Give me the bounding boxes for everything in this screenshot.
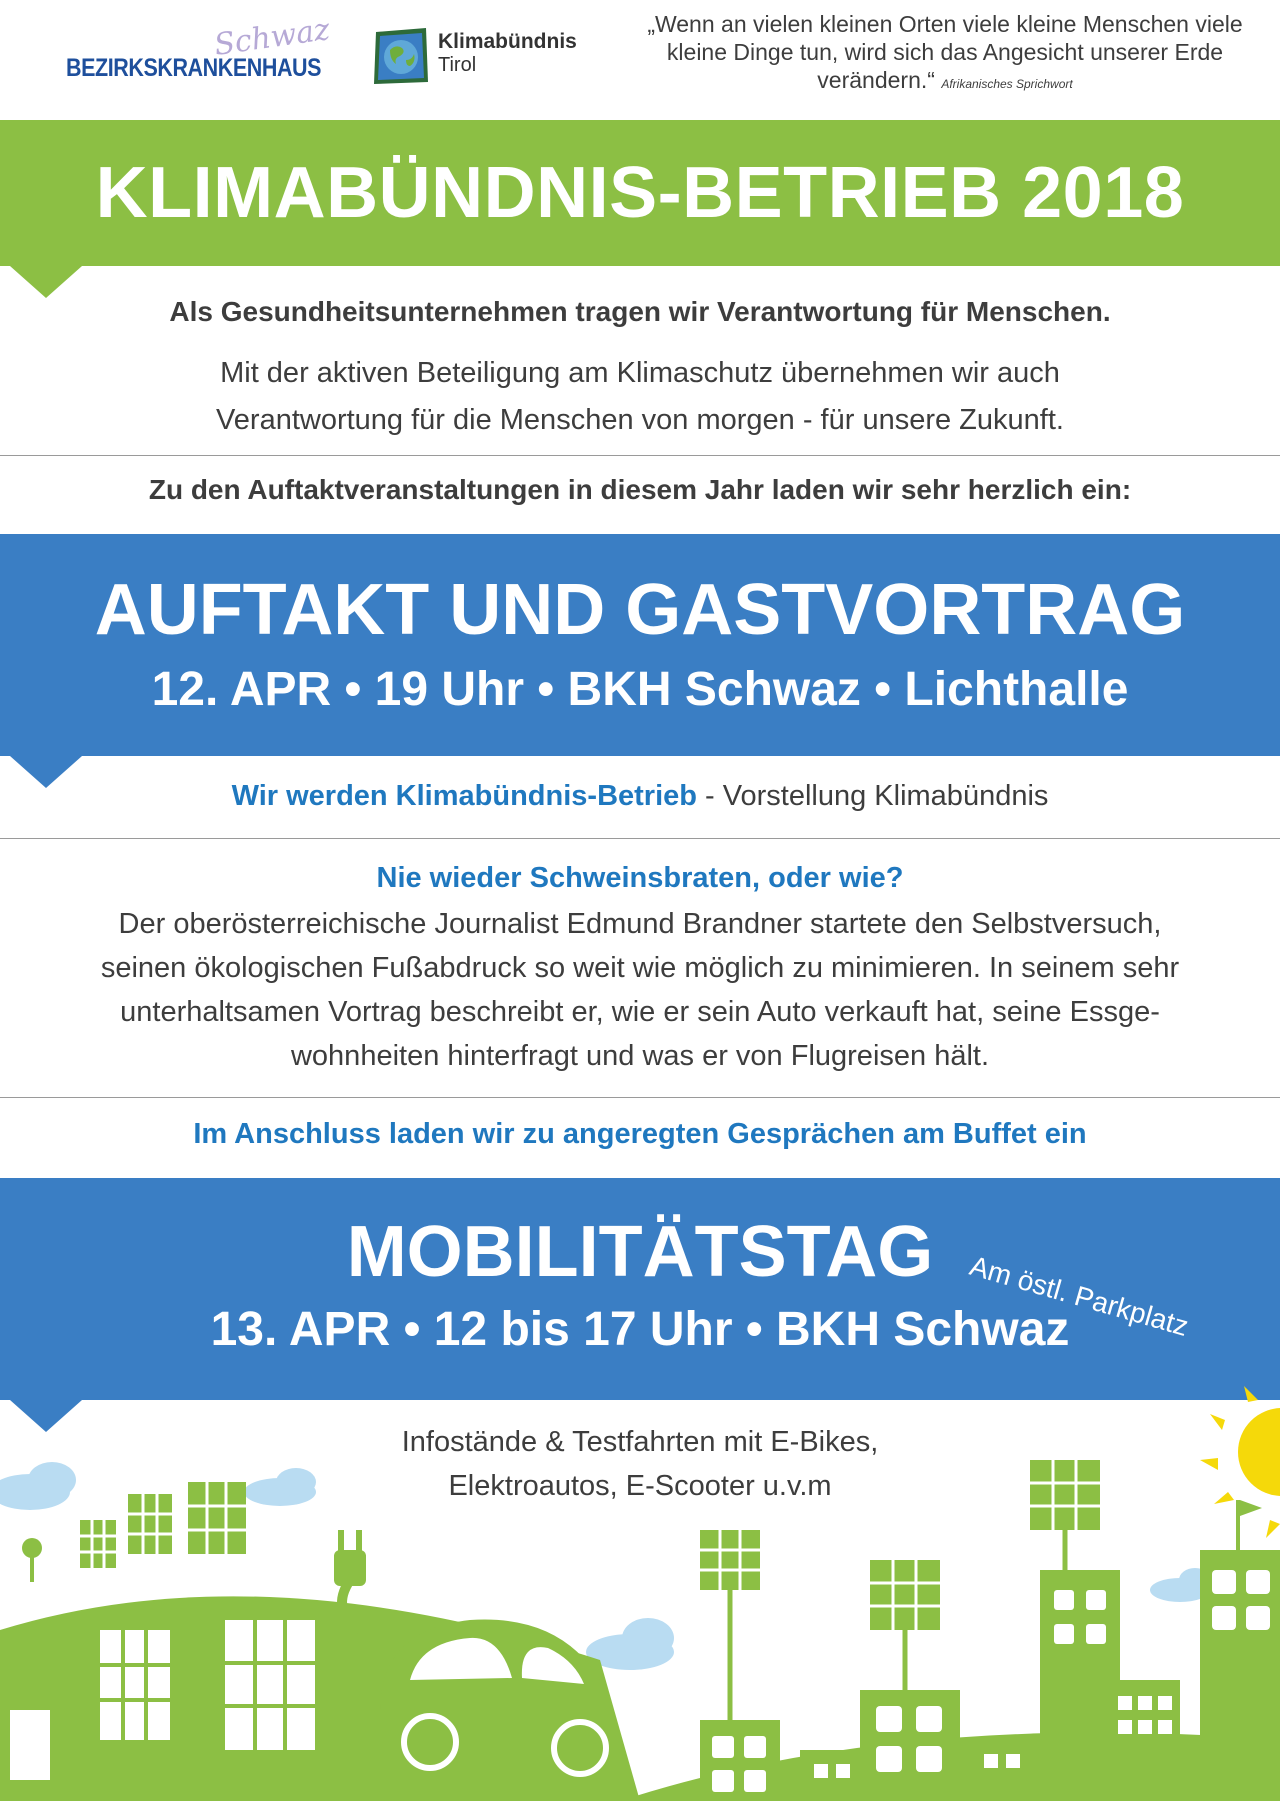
divider bbox=[0, 838, 1280, 839]
klimabuendnis-logo bbox=[372, 22, 592, 92]
event1-subtitle-highlight: Wir werden Klimabündnis-Betrieb bbox=[231, 780, 697, 812]
logo-region: Tirol bbox=[438, 54, 477, 76]
divider bbox=[0, 1097, 1280, 1098]
globe-icon bbox=[372, 26, 430, 86]
title-band bbox=[0, 120, 1280, 266]
divider bbox=[0, 455, 1280, 456]
event1-subtitle bbox=[0, 780, 1280, 813]
buffet-invitation: Im Anschluss laden wir zu angeregten Gesprächen am Buffet ein bbox=[193, 1118, 1087, 1150]
quote-source: Afrikanisches Sprichwort bbox=[941, 77, 1073, 91]
talk-title: Nie wieder Schweinsbraten, oder wie? bbox=[376, 862, 904, 894]
talk-line: Der oberösterreichische Journalist Edmund Brandner startete den Selbstversuch, bbox=[118, 908, 1162, 940]
talk-line: unterhaltsamen Vortrag beschreibt er, wie er sein Auto verkauft hat, seine Essge- bbox=[120, 996, 1160, 1028]
event2-title: MOBILITÄTSTAG bbox=[346, 1212, 934, 1292]
event2-line: Elektroautos, E-Scooter u.v.m bbox=[448, 1470, 832, 1502]
header bbox=[0, 0, 1280, 120]
intro-line: Verantwortung für die Menschen von morgen - für unsere Zukunft. bbox=[216, 404, 1064, 436]
title-band-pointer bbox=[10, 266, 82, 298]
tree-icon bbox=[22, 1538, 42, 1582]
logo-name: Klimabündnis bbox=[438, 30, 577, 53]
event1-band bbox=[0, 534, 1280, 756]
talk-line: wohnheiten hinterfragt und was er von Flugreisen hält. bbox=[290, 1040, 990, 1072]
bezirkskrankenhaus-logo bbox=[66, 12, 332, 88]
event1-details: 12. APR • 19 Uhr • BKH Schwaz • Lichthalle bbox=[151, 663, 1129, 716]
talk-description bbox=[0, 902, 1280, 1078]
event2-description bbox=[0, 1420, 1280, 1508]
event2-location-note: Am östl. Parkplatz bbox=[966, 1250, 1192, 1342]
logo-script-text: Schwaz bbox=[212, 12, 332, 63]
intro-line: Mit der aktiven Beteiligung am Klimaschutz übernehmen wir auch bbox=[220, 357, 1060, 389]
page-title: KLIMABÜNDNIS-BETRIEB 2018 bbox=[95, 153, 1185, 233]
quote-text: „Wenn an vielen kleinen Orten viele kleine Menschen viele kleine Dinge tun, wird sich das Angesicht unserer Erde verändern.“ bbox=[647, 11, 1243, 93]
event1-subtitle-rest: - Vorstellung Klimabündnis bbox=[696, 780, 1049, 812]
talk-line: seinen ökologischen Fußabdruck so weit wie möglich zu minimieren. In seinem sehr bbox=[100, 952, 1180, 984]
event1-title: AUFTAKT UND GASTVORTRAG bbox=[94, 570, 1186, 650]
quote bbox=[640, 10, 1250, 98]
event2-line: Infostände & Testfahrten mit E-Bikes, bbox=[401, 1426, 879, 1458]
intro-paragraph bbox=[0, 350, 1280, 444]
event2-band bbox=[0, 1178, 1280, 1400]
invitation-text: Zu den Auftaktveranstaltungen in diesem Jahr laden wir sehr herzlich ein: bbox=[148, 474, 1132, 505]
logo-main-text: BEZIRKSKRANKENHAUS bbox=[66, 54, 322, 82]
event2-details: 13. APR • 12 bis 17 Uhr • BKH Schwaz bbox=[210, 1303, 1070, 1356]
intro-heading: Als Gesundheitsunternehmen tragen wir Verantwortung für Menschen. bbox=[169, 296, 1111, 327]
